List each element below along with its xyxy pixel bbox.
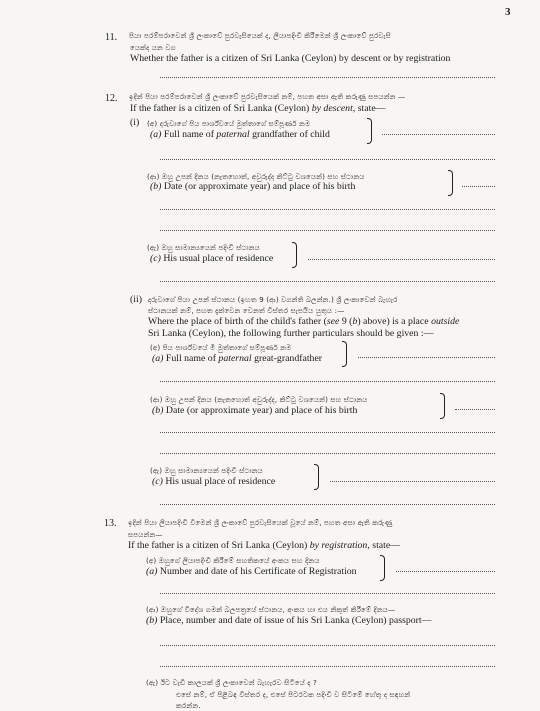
q13-a-answer-line-1[interactable]	[396, 571, 495, 572]
q12-ii-b-answer-line-3[interactable]	[160, 453, 495, 454]
q12-i-b-english: (b) Date (or approximate year) and place of his birth	[150, 181, 356, 192]
q12-ii-c-answer-line-2[interactable]	[160, 504, 495, 505]
q13-a-answer-line-2[interactable]	[160, 593, 495, 594]
q13-sinhala-line1: ඉදින් පියා ලියාපදිංචි වීමෙන් ශ්‍රී ලංකාවේ පුරවැසියෙක් වූයේ නම්, පහත අසා ඇති කරුණු	[128, 518, 393, 527]
q12-ii-b-english: (b) Date (or approximate year) and place of his birth	[152, 405, 358, 416]
q12-ii-b-brace	[440, 393, 445, 419]
q12-i-a-english: (a) Full name of paternal grandfather of child	[150, 129, 330, 140]
q12-ii-english-line1: Where the place of birth of the child's father (see 9 (b) above) is a place outside	[148, 316, 460, 327]
q12-ii-c-english: (c) His usual place of residence	[152, 476, 276, 487]
q13-c-sinhala-line3: කරන්න.	[176, 701, 201, 710]
q12-ii-a-english: (a) Full name of paternal great-grandfather	[152, 353, 323, 364]
q12-i-c-answer-line-1[interactable]	[308, 259, 495, 260]
q12-ii-c-sinhala: (ඇ) ඔහු සාමාන්‍යයෙන් පදිංචි ස්ථානය	[150, 466, 263, 475]
q12-ii-a-brace	[342, 341, 347, 367]
q11-number: 11.	[105, 32, 118, 43]
q11-sinhala-line2: යෙක්ද යන වග	[130, 43, 176, 52]
q12-i-b-sinhala: (ආ) ඔහු උපන් දිනය (නැතහොත්, අවුරුද්ද කිට්ටු වශයෙන්) සහ ස්ථානය	[147, 172, 365, 181]
q12-ii-b-answer-line-2[interactable]	[160, 432, 495, 433]
q13-b-answer-line-1[interactable]	[160, 645, 495, 646]
q13-c-sinhala-line2: එසේ නම්, ඒ පිළිබඳ විස්තර ද, එසේ පිටරටක පදිංචි ව සිටීමේ හේතු ද සඳහන්	[176, 690, 411, 699]
q12-english: If the father is a citizen of Sri Lanka (Ceylon) by descent, state—	[130, 103, 386, 114]
q12-i-b-answer-line-2[interactable]	[160, 209, 495, 210]
q12-i-a-brace	[367, 118, 372, 144]
q12-ii-b-answer-line-1[interactable]	[455, 409, 495, 410]
q12-ii-b-sinhala: (ආ) ඔහු උපන් දිනය (නැතහොත් අවුරුද්ද, කිට්ටු වශයෙන්) සහ ස්ථානය	[150, 395, 368, 404]
q13-a-brace	[380, 555, 385, 581]
q12-i-a-answer-line-2[interactable]	[160, 159, 495, 160]
q12-ii-a-answer-line-2[interactable]	[160, 381, 495, 382]
q12-ii-a-sinhala: (අ) පිය පාර්ශ්වයේ මී මුත්තාගේ සම්පූර්ණ නම	[150, 343, 292, 352]
q12-ii-c-answer-line-1[interactable]	[330, 481, 495, 482]
q12-i-c-brace	[292, 242, 297, 268]
q13-c-sinhala: (ඇ) ඊට වැඩි කාලයක් ශ්‍රී ලංකාවෙන් බැහැරව සිටියේ ද ?	[146, 678, 317, 687]
q12-sinhala: ඉදින් පියා පරම්පරාවෙන් ශ්‍රී ලංකාවේ පුරවැසියෙක් නම්, පහත අසා ඇති කරුණු සපයන්න —	[129, 92, 406, 101]
q12-i-b-answer-line-1[interactable]	[462, 186, 495, 187]
q11-answer-line[interactable]	[160, 77, 495, 78]
q12-ii-sinhala-line2: ස්ථානයක් නම්, පහත දැක්වෙන වෙනත් විස්තර සැපයිය යුතුය :—	[148, 306, 345, 315]
q13-b-english: (b) Place, number and date of issue of his Sri Lanka (Ceylon) passport—	[146, 615, 432, 626]
q13-number: 13.	[104, 518, 117, 529]
q12-i-b-answer-line-3[interactable]	[160, 230, 495, 231]
q12-i-c-answer-line-2[interactable]	[160, 281, 495, 282]
q12-i-b-brace	[448, 170, 453, 196]
q13-english: If the father is a citizen of Sri Lanka (Ceylon) by registration, state—	[128, 540, 400, 551]
q13-b-sinhala: (ආ) ඔහුගේ විදේශ ගමන් බලපත්‍රයේ ස්ථානය, අංකය හා එය නිකුත් කිරීමේ දිනය—	[146, 605, 396, 614]
q12-ii-label: (ii)	[130, 294, 142, 305]
q12-ii-c-brace	[314, 464, 319, 490]
q13-sinhala-line2: සපයන්න—	[128, 530, 163, 539]
q12-ii-a-answer-line-1[interactable]	[358, 357, 495, 358]
q13-a-sinhala: (අ) ඔහුගේ ලියාපදිංචි කිරීමේ සහතිකයේ අංකය සහ දිනය	[146, 556, 320, 565]
q12-ii-english-line2: Sri Lanka (Ceylon), the following further particulars should be given :—	[148, 328, 434, 339]
q12-number: 12.	[105, 93, 118, 104]
q12-i-a-answer-line-1[interactable]	[382, 134, 495, 135]
q13-b-answer-line-2[interactable]	[160, 666, 495, 667]
q11-sinhala-line1: පියා පරම්පරාවෙන් ශ්‍රී ලංකාවේ පුරවැසියෙක් ද, ලියාපදිංචි කිරීමෙන් ශ්‍රී ලංකාවේ පුරවැසි	[129, 31, 391, 40]
page-number: 3	[505, 6, 511, 18]
q12-ii-sinhala-line1: දරුවාගේ පියා උපන් ස්ථානය (ඉහත 9 (ආ) වගන්ති බලන්න.) ශ්‍රී ලංකාවෙන් බැහැර	[148, 295, 398, 304]
q12-i-a-sinhala: (අ) දරුවාගේ පිය පාර්ශ්වයේ මුත්තාගේ සම්පූර්ණ නම	[147, 119, 311, 128]
q12-i-c-english: (c) His usual place of residence	[150, 253, 274, 264]
q13-a-english: (a) Number and date of his Certificate of Registration	[146, 566, 357, 577]
q12-i-c-sinhala: (ඇ) ඔහු සාමාන්‍යයෙන් පදිංචි ස්ථානය	[147, 243, 260, 252]
q12-i-label: (i)	[130, 117, 140, 128]
q11-english: Whether the father is a citizen of Sri Lanka (Ceylon) by descent or by registration	[130, 53, 451, 64]
